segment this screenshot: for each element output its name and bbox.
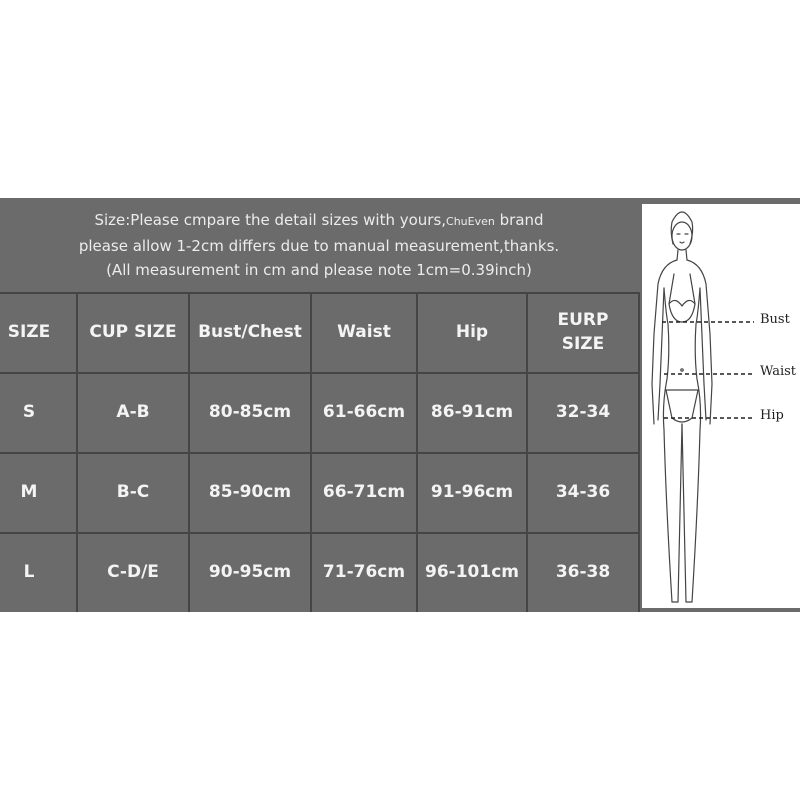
header-row <box>0 292 640 372</box>
bust-label: Bust <box>760 312 790 327</box>
hip-cell: 96-101cm <box>425 562 519 582</box>
eurp-cell: 34-36 <box>555 482 611 502</box>
bust-cell: 90-95cm <box>208 562 292 582</box>
waist-cell: 61-66cm <box>322 402 406 422</box>
header-eurp-size: EURP SIZE <box>557 310 609 354</box>
grid-line <box>0 532 640 534</box>
header-cup-size: CUP SIZE <box>89 322 177 342</box>
size-chart <box>0 198 800 612</box>
grid-line <box>416 292 418 612</box>
note-line-3: (All measurement in cm and please note 1cm=0.39inch) <box>106 261 532 279</box>
eurp-cell: 36-38 <box>555 562 611 582</box>
brand-name: ChuEven <box>446 215 495 228</box>
bust-cell: 80-85cm <box>208 402 292 422</box>
hip-label: Hip <box>760 408 784 423</box>
grid-line <box>0 292 640 294</box>
cup-cell: C-D/E <box>107 562 159 582</box>
table-row <box>0 372 640 452</box>
size-cell: L <box>23 562 35 582</box>
grid-line <box>526 292 528 612</box>
note-line-1-text: Size:Please cmpare the detail sizes with yours, <box>94 211 447 229</box>
waist-cell: 66-71cm <box>322 482 406 502</box>
grid-line <box>188 292 190 612</box>
bust-cell: 85-90cm <box>208 482 292 502</box>
waist-label: Waist <box>760 364 797 379</box>
note-line-1-suffix: brand <box>494 211 544 229</box>
body-figure-illustration <box>642 204 800 608</box>
size-cell: M <box>20 482 38 502</box>
grid-line <box>0 452 640 454</box>
eurp-cell: 32-34 <box>555 402 611 422</box>
size-note <box>0 198 638 292</box>
size-cell: S <box>22 402 36 422</box>
waist-cell: 71-76cm <box>322 562 406 582</box>
cup-cell: A-B <box>116 402 150 422</box>
grid-line <box>310 292 312 612</box>
grid-line <box>76 292 78 612</box>
hip-cell: 86-91cm <box>430 402 514 422</box>
header-waist: Waist <box>337 322 391 342</box>
note-line-1 <box>94 208 543 234</box>
header-hip: Hip <box>455 322 489 342</box>
grid-line <box>0 372 640 374</box>
grid-line <box>638 292 640 612</box>
table-row <box>0 532 640 612</box>
header-bust: Bust/Chest <box>198 322 302 342</box>
hip-cell: 91-96cm <box>430 482 514 502</box>
header-size: SIZE <box>7 322 51 342</box>
cup-cell: B-C <box>116 482 150 502</box>
note-line-2: please allow 1-2cm differs due to manual measurement,thanks. <box>78 237 560 255</box>
table-row <box>0 452 640 532</box>
body-figure-panel <box>642 204 800 608</box>
